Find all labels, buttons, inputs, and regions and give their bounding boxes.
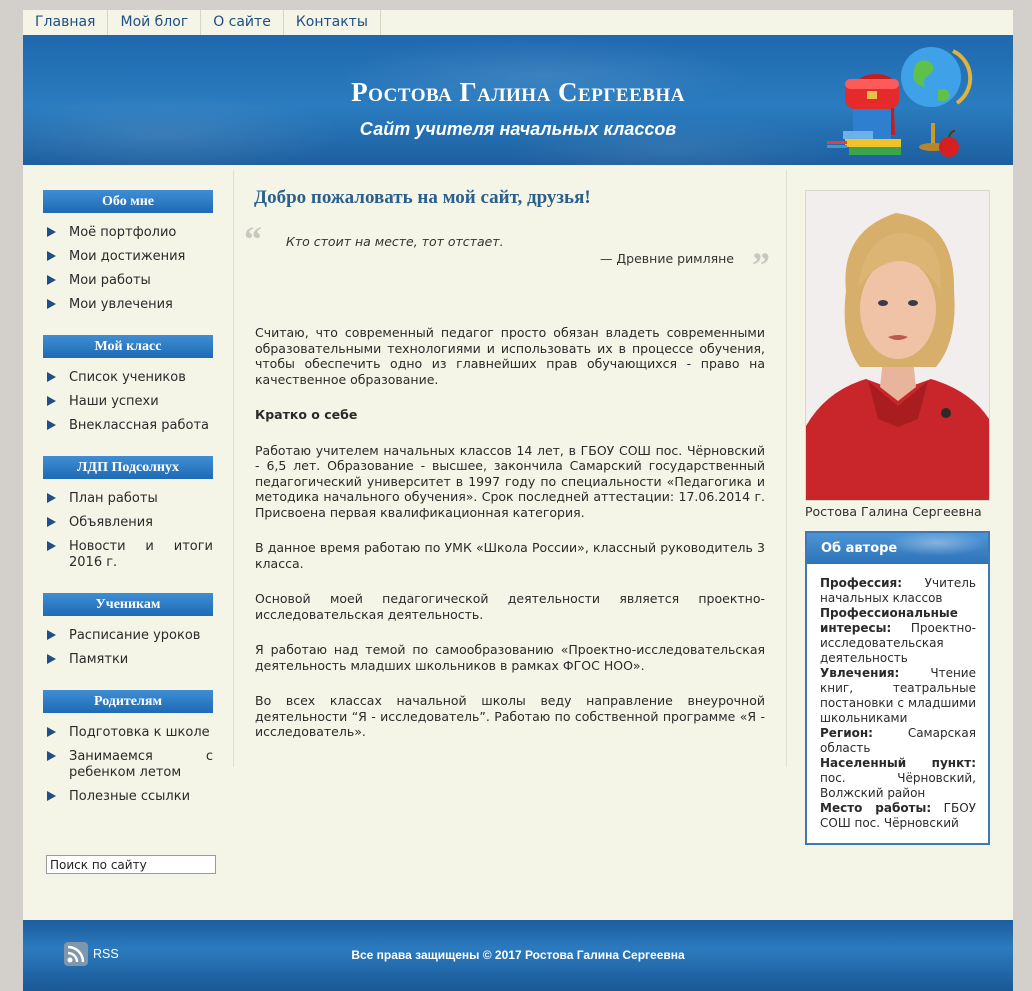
open-quote-icon: “ [244, 219, 262, 259]
widget-title: Мой класс [43, 335, 213, 358]
sidebar-item-plan[interactable]: План работы [43, 491, 213, 507]
about-field: Профессия: Учитель начальных классов [820, 576, 976, 605]
widget-parents [43, 690, 213, 805]
sidebar-item-successes[interactable]: Наши успехи [43, 394, 213, 410]
bullet-arrow-icon [47, 541, 56, 551]
section-heading: Кратко о себе [255, 407, 358, 422]
left-sidebar [43, 190, 213, 813]
about-field: Регион: Самарская область [820, 726, 976, 755]
top-nav [23, 10, 381, 35]
nav-blog[interactable]: Мой блог [108, 10, 201, 35]
right-sidebar [805, 190, 990, 830]
bullet-arrow-icon [47, 396, 56, 406]
about-field: Место работы: ГБОУ СОШ пос. Чёрновский [820, 801, 976, 830]
bullet-arrow-icon [47, 493, 56, 503]
bullet-arrow-icon [47, 727, 56, 737]
photo-caption: Ростова Галина Сергеевна [805, 504, 982, 519]
quote-author: — Древние римляне [599, 251, 734, 266]
copyright-text: Все права защищены © 2017 Ростова Галина Сергеевна [351, 948, 685, 962]
about-field: Профессиональные интересы: Проектно-исследовательская деятельность [820, 606, 976, 665]
sidebar-item-school-prep[interactable]: Подготовка к школе [43, 725, 213, 741]
widget-my-class [43, 335, 213, 434]
sidebar-item-achievements[interactable]: Мои достижения [43, 249, 213, 265]
bullet-arrow-icon [47, 372, 56, 382]
widget-title: Родителям [43, 690, 213, 713]
about-body [807, 564, 988, 843]
widget-pupils [43, 593, 213, 668]
paragraph: Работаю учителем начальных классов 14 лет, в ГБОУ СОШ пос. Чёрновский - 6,5 лет. Образование - высшее, закончила Самарский государственный педагогический университет в 1997 году по специальности «Педагогика и методика начального обучения». Срок последней аттестации: 17.06.2014 г. Присвоена первая квалификационная категория. [255, 442, 765, 520]
paragraph: Я работаю над темой по самообразованию «Проектно-исследовательская деятельность младших школьников в рамках ФГОС НОО». [255, 642, 765, 673]
paragraph: Во всех классах начальной школы веду направление внеурочной деятельности “Я - исследователь”. Работаю по собственной программе «Я - исследователь». [255, 693, 765, 739]
close-quote-icon: ” [752, 245, 770, 285]
widget-title: Ученикам [43, 593, 213, 616]
widget-about-me [43, 190, 213, 313]
bullet-arrow-icon [47, 251, 56, 261]
paragraph: В данное время работаю по УМК «Школа России», классный руководитель 3 класса. [255, 540, 765, 571]
sidebar-item-memos[interactable]: Памятки [43, 652, 213, 668]
page-title: Добро пожаловать на мой сайт, друзья! [254, 187, 591, 208]
nav-home[interactable]: Главная [23, 10, 108, 35]
sidebar-item-extracurricular[interactable]: Внеклассная работа [43, 418, 213, 434]
sidebar-item-announcements[interactable]: Объявления [43, 515, 213, 531]
about-author-box [805, 531, 990, 845]
search-input[interactable] [46, 855, 216, 874]
quote-text: Кто стоит на месте, тот отстает. [286, 234, 504, 249]
sidebar-item-schedule[interactable]: Расписание уроков [43, 628, 213, 644]
site-title[interactable]: Ростова Галина Сергеевна [351, 77, 685, 107]
sidebar-item-students[interactable]: Список учеников [43, 370, 213, 386]
paragraph: Считаю, что современный педагог просто обязан владеть современными образовательными технологиями и использовать их в процессе обучения, чтобы обеспечить одно из главнейших прав обучающихся - право на качественное образование. [255, 325, 765, 387]
widget-camp [43, 456, 213, 571]
bullet-arrow-icon [47, 275, 56, 285]
rss-label: RSS [93, 947, 119, 961]
nav-contacts[interactable]: Контакты [284, 10, 381, 35]
site-subtitle: Сайт учителя начальных классов [359, 119, 677, 139]
article-body [255, 325, 765, 740]
about-title: Об авторе [807, 533, 988, 564]
site-footer [23, 920, 1013, 991]
bullet-arrow-icon [47, 791, 56, 801]
widget-title: Обо мне [43, 190, 213, 213]
sidebar-item-works[interactable]: Мои работы [43, 273, 213, 289]
sidebar-item-news[interactable]: Новости и итоги 2016 г. [43, 539, 213, 571]
sidebar-item-summer[interactable]: Занимаемся с ребенком летом [43, 749, 213, 781]
bullet-arrow-icon [47, 420, 56, 430]
widget-title: ЛДП Подсолнух [43, 456, 213, 479]
author-photo [805, 190, 990, 501]
bullet-arrow-icon [47, 299, 56, 309]
school-bag-globe-illustration [823, 35, 973, 165]
paragraph: Основой моей педагогической деятельности является проектно-исследовательская деятельность. [255, 591, 765, 622]
about-field: Увлечения: Чтение книг, театральные постановки с младшими школьниками [820, 666, 976, 725]
sidebar-item-portfolio[interactable]: Моё портфолио [43, 225, 213, 241]
site-header [23, 35, 1013, 165]
sidebar-item-hobbies[interactable]: Мои увлечения [43, 297, 213, 313]
sidebar-item-links[interactable]: Полезные ссылки [43, 789, 213, 805]
bullet-arrow-icon [47, 227, 56, 237]
page [23, 10, 1013, 981]
bullet-arrow-icon [47, 630, 56, 640]
bullet-arrow-icon [47, 517, 56, 527]
about-field: Населенный пункт: пос. Чёрновский, Волжский район [820, 756, 976, 800]
nav-about-site[interactable]: О сайте [201, 10, 284, 35]
main-content [233, 170, 787, 767]
bullet-arrow-icon [47, 751, 56, 761]
bullet-arrow-icon [47, 654, 56, 664]
